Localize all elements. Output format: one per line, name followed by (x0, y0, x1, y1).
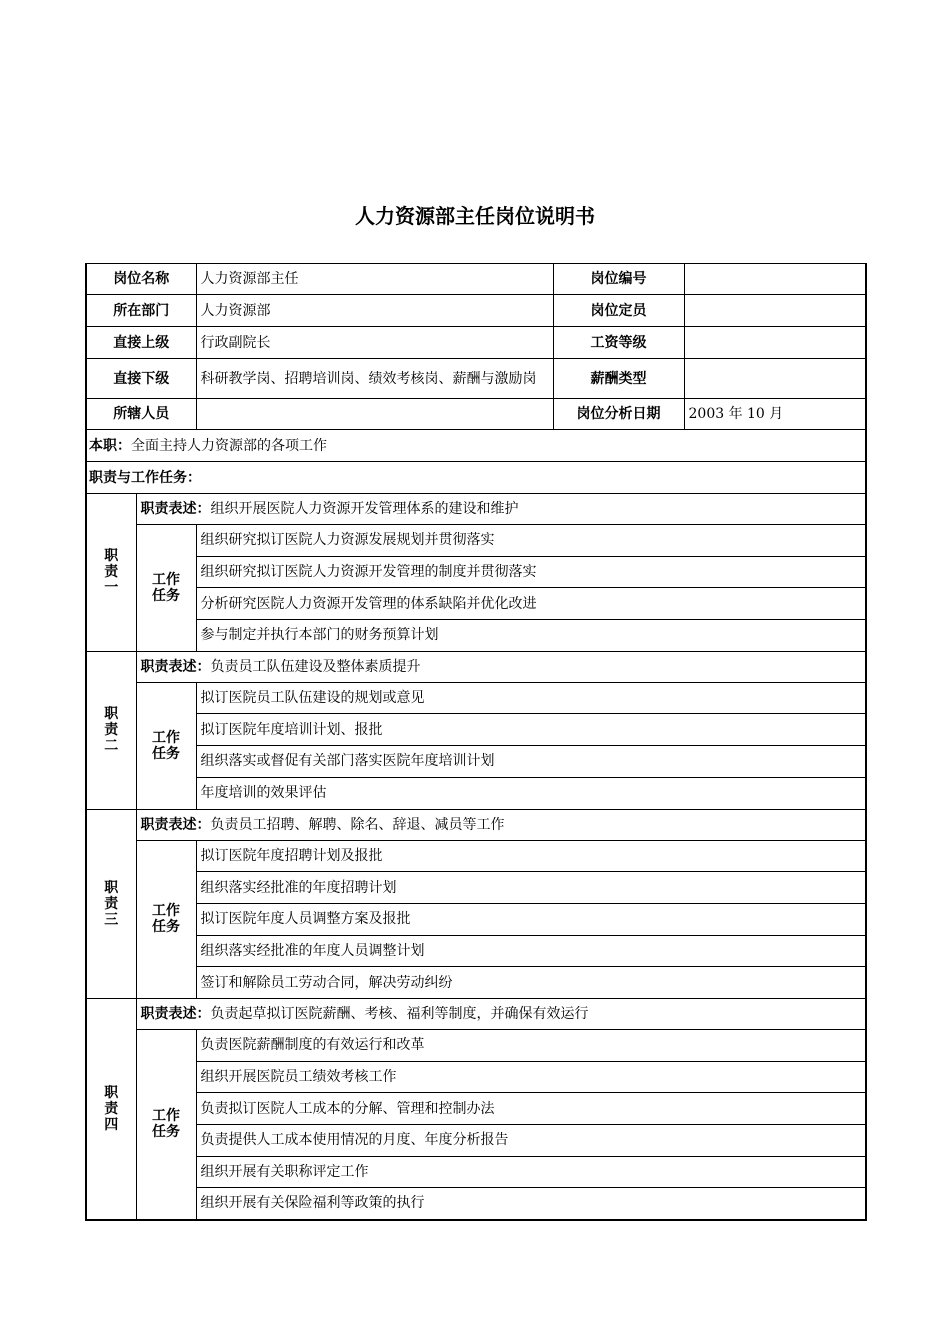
work-task-label-line: 工作 (152, 571, 180, 588)
label-analysis-date: 岗位分析日期 (553, 399, 684, 430)
work-task-label-line: 工作 (152, 903, 180, 920)
task-item: 组织落实经批准的年度招聘计划 (196, 872, 866, 904)
main-duty-label: 本职： (89, 437, 131, 454)
task-row (86, 1029, 866, 1061)
duty-name-char: 职 (104, 548, 119, 565)
info-row (86, 359, 866, 399)
task-item: 组织开展有关保险福利等政策的执行 (196, 1188, 866, 1220)
duty-name-char: 职 (104, 1084, 119, 1101)
duty-description-row (86, 998, 866, 1029)
task-item: 拟订医院员工队伍建设的规划或意见 (196, 682, 866, 714)
duty-description-label: 职责表述： (140, 1005, 211, 1022)
info-row (86, 327, 866, 359)
duty-name-char: 二 (104, 738, 119, 755)
task-row (86, 1125, 866, 1157)
task-item: 组织落实经批准的年度人员调整计划 (196, 935, 866, 967)
duty-name-two (86, 651, 136, 809)
task-row (86, 682, 866, 714)
task-row (86, 1061, 866, 1093)
task-row (86, 620, 866, 652)
task-row (86, 840, 866, 872)
info-row (86, 264, 866, 295)
task-item: 组织研究拟订医院人力资源发展规划并贯彻落实 (196, 525, 866, 557)
work-task-label-line: 任务 (152, 745, 180, 762)
duty-description-label: 职责表述： (140, 658, 211, 675)
task-item: 参与制定并执行本部门的财务预算计划 (196, 620, 866, 652)
duty-name-char: 一 (104, 580, 119, 597)
label-supervisor: 直接上级 (86, 327, 196, 359)
task-item: 年度培训的效果评估 (196, 777, 866, 809)
duty-name-char: 四 (104, 1116, 119, 1133)
duty-description-text: 组织开展医院人力资源开发管理体系的建设和维护 (210, 501, 519, 517)
duty-description (136, 494, 866, 525)
task-item: 签订和解除员工劳动合同，解决劳动纠纷 (196, 967, 866, 999)
task-row (86, 967, 866, 999)
task-row (86, 525, 866, 557)
work-task-label (136, 840, 196, 998)
task-item: 分析研究医院人力资源开发管理的体系缺陷并优化改进 (196, 588, 866, 620)
task-item: 组织落实或督促有关部门落实医院年度培训计划 (196, 746, 866, 778)
duty-name-char: 职 (104, 879, 119, 896)
label-staff: 所辖人员 (86, 399, 196, 430)
work-task-label-line: 任务 (152, 919, 180, 936)
job-description-table (85, 263, 867, 1221)
task-item: 负责拟订医院人工成本的分解、管理和控制办法 (196, 1093, 866, 1125)
duty-name-char: 三 (104, 911, 119, 928)
work-task-label-line: 任务 (152, 587, 180, 604)
duty-name-char: 责 (104, 1100, 119, 1117)
value-supervisor: 行政副院长 (196, 327, 553, 359)
task-item: 负责医院薪酬制度的有效运行和改革 (196, 1029, 866, 1061)
task-row (86, 714, 866, 746)
label-subordinates: 直接下级 (86, 359, 196, 399)
info-row (86, 295, 866, 327)
duty-description-row (86, 494, 866, 525)
main-duty-row (86, 430, 866, 462)
work-task-label-line: 任务 (152, 1124, 180, 1141)
label-position-code: 岗位编号 (553, 264, 684, 295)
duty-description-label: 职责表述： (140, 501, 211, 517)
main-duty-text: 全面主持人力资源部的各项工作 (131, 437, 327, 454)
task-item: 组织研究拟订医院人力资源开发管理的制度并贯彻落实 (196, 556, 866, 588)
duty-name-char: 责 (104, 564, 119, 581)
duty-description (136, 998, 866, 1029)
main-duty (86, 430, 866, 462)
task-row (86, 777, 866, 809)
value-salary-type (684, 359, 866, 399)
duty-description (136, 809, 866, 840)
duties-header-row (86, 462, 866, 494)
task-item: 拟订医院年度人员调整方案及报批 (196, 903, 866, 935)
value-staff (196, 399, 553, 430)
task-item: 组织开展医院员工绩效考核工作 (196, 1061, 866, 1093)
value-position-code (684, 264, 866, 295)
work-task-label-line: 工作 (152, 729, 180, 746)
task-row (86, 588, 866, 620)
duty-description-text: 负责员工队伍建设及整体素质提升 (210, 658, 421, 675)
work-task-label (136, 1029, 196, 1219)
document-title: 人力资源部主任岗位说明书 (355, 204, 595, 228)
value-analysis-date: 2003 年 10 月 (684, 399, 866, 430)
label-position-name: 岗位名称 (86, 264, 196, 295)
task-row (86, 1093, 866, 1125)
label-headcount: 岗位定员 (553, 295, 684, 327)
value-position-name: 人力资源部主任 (196, 264, 553, 295)
task-item: 组织开展有关职称评定工作 (196, 1156, 866, 1188)
duty-name-three (86, 809, 136, 998)
task-row (86, 1188, 866, 1220)
task-item: 负责提供人工成本使用情况的月度、年度分析报告 (196, 1125, 866, 1157)
duties-header: 职责与工作任务： (86, 462, 866, 494)
task-item: 拟订医院年度培训计划、报批 (196, 714, 866, 746)
task-row (86, 1156, 866, 1188)
duty-name-one (86, 494, 136, 652)
label-department: 所在部门 (86, 295, 196, 327)
duty-description-text: 负责起草拟订医院薪酬、考核、福利等制度，并确保有效运行 (210, 1005, 589, 1022)
work-task-label-line: 工作 (152, 1108, 180, 1125)
info-row (86, 399, 866, 430)
duty-name-char: 责 (104, 895, 119, 912)
task-row (86, 903, 866, 935)
duty-description-label: 职责表述： (140, 816, 211, 833)
label-salary-type: 薪酬类型 (553, 359, 684, 399)
work-task-label (136, 682, 196, 809)
value-salary-grade (684, 327, 866, 359)
label-salary-grade: 工资等级 (553, 327, 684, 359)
task-row (86, 556, 866, 588)
duty-name-four (86, 998, 136, 1219)
task-item: 拟订医院年度招聘计划及报批 (196, 840, 866, 872)
work-task-label (136, 525, 196, 652)
value-subordinates: 科研教学岗、招聘培训岗、绩效考核岗、薪酬与激励岗 (196, 359, 553, 399)
duty-name-char: 职 (104, 706, 119, 723)
duty-description-text: 负责员工招聘、解聘、除名、辞退、减员等工作 (210, 816, 505, 833)
value-department: 人力资源部 (196, 295, 553, 327)
value-headcount (684, 295, 866, 327)
duty-description-row (86, 809, 866, 840)
task-row (86, 872, 866, 904)
task-row (86, 935, 866, 967)
duty-description (136, 651, 866, 682)
duty-description-row (86, 651, 866, 682)
task-row (86, 746, 866, 778)
duty-name-char: 责 (104, 722, 119, 739)
